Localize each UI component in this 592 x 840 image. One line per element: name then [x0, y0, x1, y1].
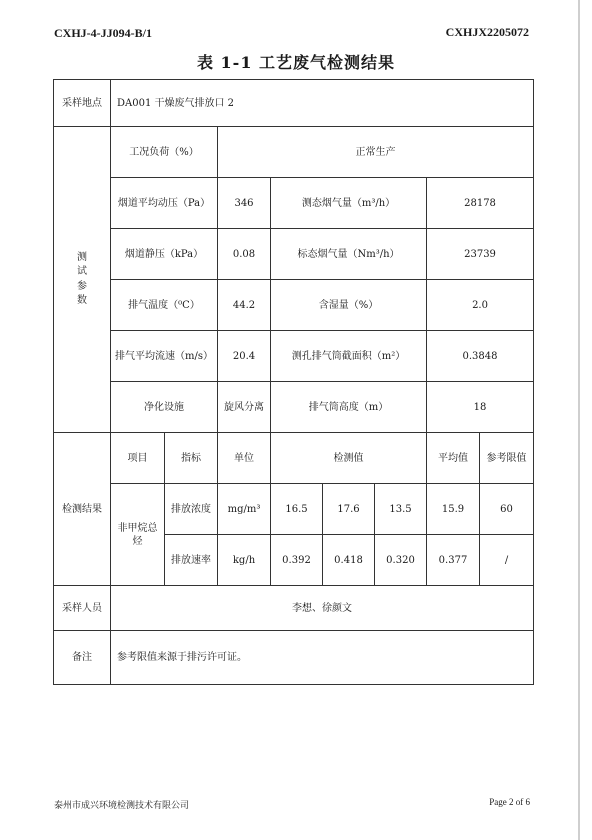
- sampling-site-label: 采样地点: [54, 80, 111, 127]
- result-value-2: 17.6: [323, 484, 375, 535]
- wet-flow-value: 28178: [427, 178, 534, 229]
- col-values: 检测值: [271, 433, 427, 484]
- result-row-concentration: [54, 484, 534, 535]
- param-row-temp: [54, 280, 534, 331]
- std-flow-label: 标态烟气量（Nm³/h）: [271, 229, 427, 280]
- result-index: 排放浓度: [165, 484, 218, 535]
- result-value-1: 0.392: [271, 535, 323, 586]
- temperature-value: 44.2: [218, 280, 271, 331]
- remark-row: [54, 631, 534, 685]
- sampling-site-row: [54, 80, 534, 127]
- stack-height-label: 排气筒高度（m）: [271, 382, 427, 433]
- col-unit: 单位: [218, 433, 271, 484]
- result-limit: 60: [480, 484, 534, 535]
- pollutant-item: 非甲烷总烃: [111, 484, 165, 586]
- purifier-label: 净化设施: [111, 382, 218, 433]
- report-number: CXHJX2205072: [445, 25, 529, 39]
- velocity-value: 20.4: [218, 331, 271, 382]
- remark-label: 备注: [54, 631, 111, 685]
- sampler-value: 李想、徐颜文: [111, 586, 534, 631]
- result-value-1: 16.5: [271, 484, 323, 535]
- result-index: 排放速率: [165, 535, 218, 586]
- results-table: [53, 79, 534, 685]
- param-row-purify: [54, 382, 534, 433]
- velocity-label: 排气平均流速（m/s）: [111, 331, 218, 382]
- std-flow-value: 23739: [427, 229, 534, 280]
- company-name: 泰州市成兴环境检测技术有限公司: [54, 801, 190, 811]
- result-value-3: 0.320: [375, 535, 427, 586]
- result-average: 15.9: [427, 484, 480, 535]
- result-limit: /: [480, 535, 534, 586]
- wet-flow-label: 测态烟气量（m³/h）: [271, 178, 427, 229]
- temperature-label: 排气温度（⁰C）: [111, 280, 218, 331]
- load-value: 正常生产: [218, 127, 534, 178]
- load-label: 工况负荷（%）: [111, 127, 218, 178]
- section-area-value: 0.3848: [427, 331, 534, 382]
- table-title: 表 1-1 工艺废气检测结果: [196, 53, 396, 72]
- page-edge: [578, 0, 580, 840]
- param-row-velocity: [54, 331, 534, 382]
- result-unit: kg/h: [218, 535, 271, 586]
- col-item: 项目: [111, 433, 165, 484]
- col-limit: 参考限值: [480, 433, 534, 484]
- result-average: 0.377: [427, 535, 480, 586]
- param-row-dynamic: [54, 178, 534, 229]
- moisture-label: 含湿量（%）: [271, 280, 427, 331]
- sampler-row: [54, 586, 534, 631]
- dynamic-pressure-value: 346: [218, 178, 271, 229]
- param-row-load: [54, 127, 534, 178]
- static-pressure-label: 烟道静压（kPa）: [111, 229, 218, 280]
- section-area-label: 测孔排气筒截面积（m²）: [271, 331, 427, 382]
- result-value-2: 0.418: [323, 535, 375, 586]
- remark-value: 参考限值来源于排污许可证。: [111, 631, 534, 685]
- result-value-3: 13.5: [375, 484, 427, 535]
- stack-height-value: 18: [427, 382, 534, 433]
- static-pressure-value: 0.08: [218, 229, 271, 280]
- result-unit: mg/m³: [218, 484, 271, 535]
- param-row-static: [54, 229, 534, 280]
- sampler-label: 采样人员: [54, 586, 111, 631]
- purifier-value: 旋风分离: [218, 382, 271, 433]
- document-code: CXHJ-4-JJ094-B/1: [54, 26, 152, 40]
- dynamic-pressure-label: 烟道平均动压（Pa）: [111, 178, 218, 229]
- moisture-value: 2.0: [427, 280, 534, 331]
- sampling-site-value: DA001 干燥废气排放口 2: [111, 80, 534, 127]
- col-average: 平均值: [427, 433, 480, 484]
- results-label: 检测结果: [54, 433, 111, 586]
- results-header-row: [54, 433, 534, 484]
- test-params-label: 测试参数: [54, 127, 111, 433]
- page-number: Page 2 of 6: [489, 797, 530, 807]
- col-index: 指标: [165, 433, 218, 484]
